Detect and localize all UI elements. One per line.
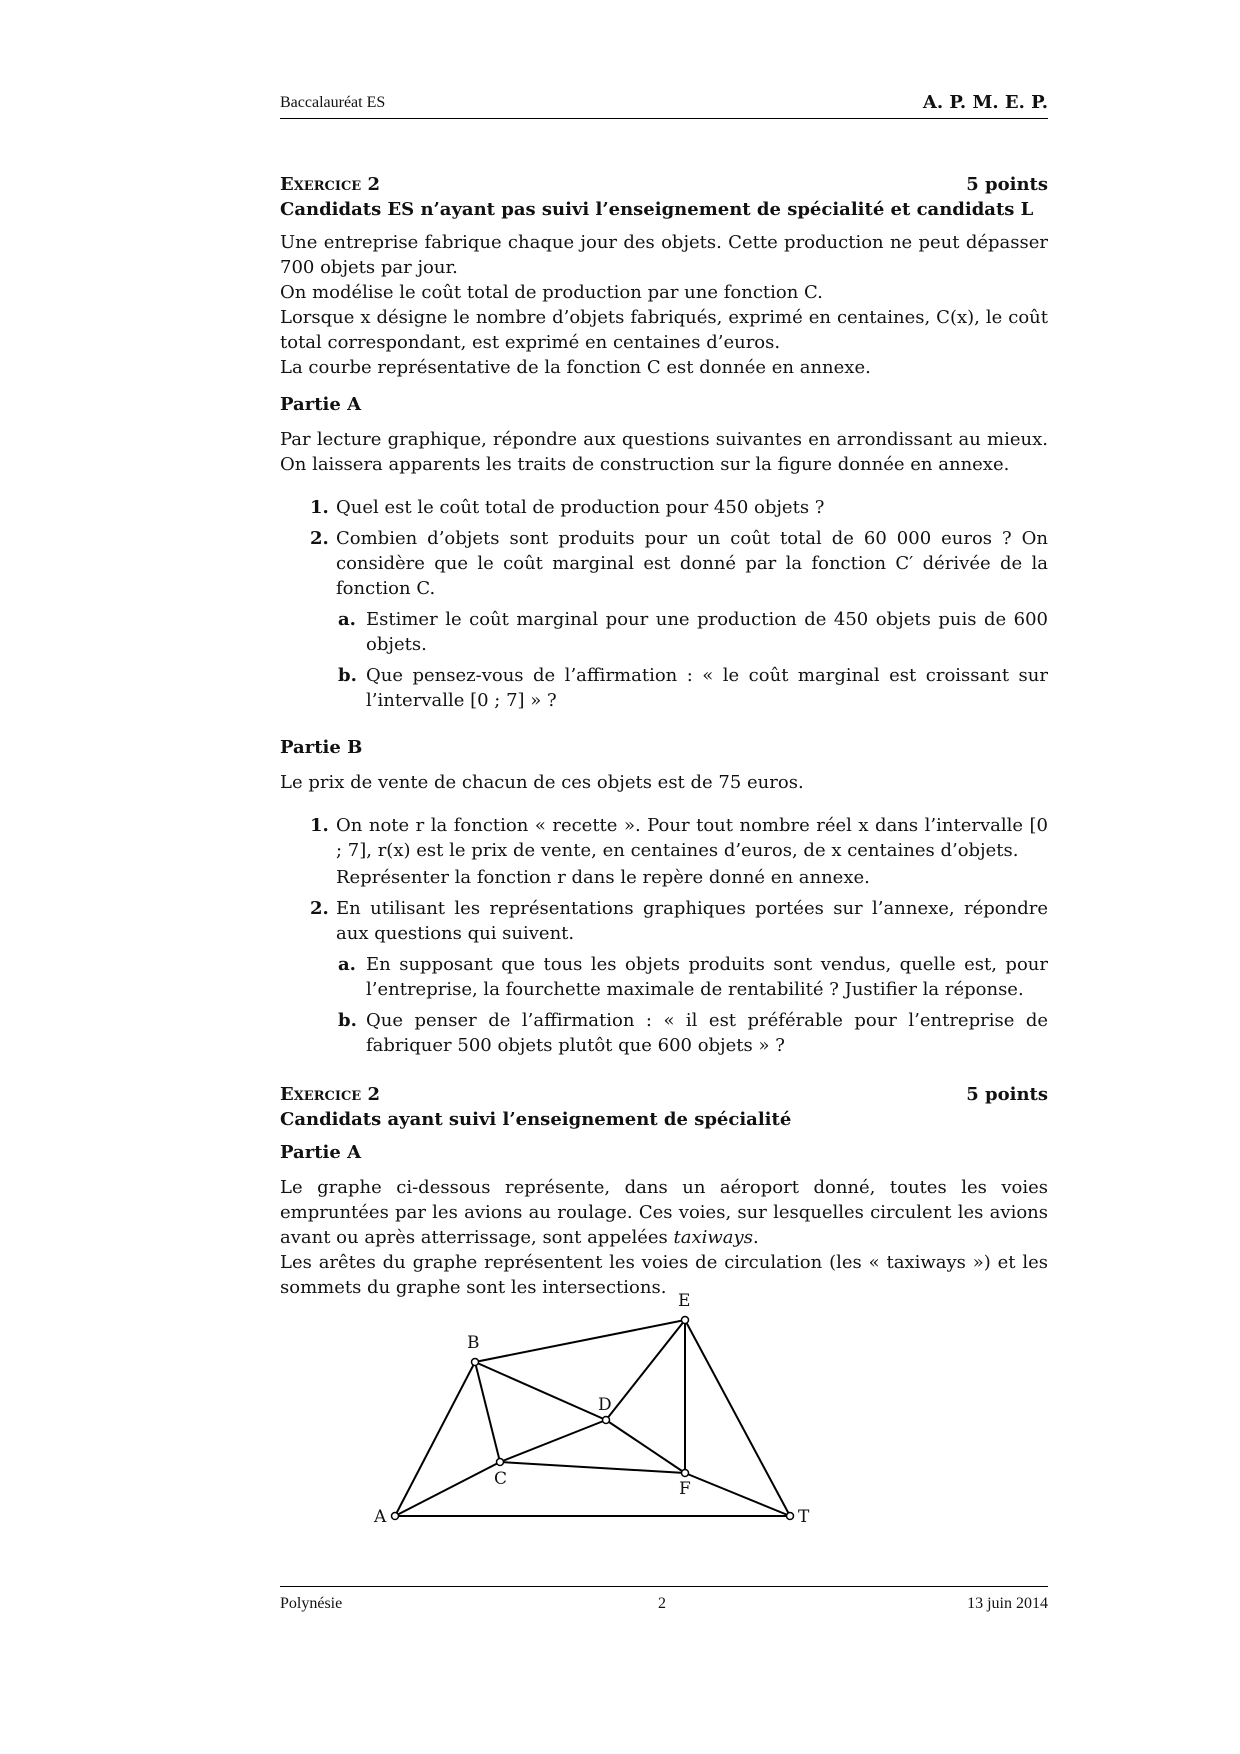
header-right: A. P. M. E. P. bbox=[922, 92, 1048, 113]
q-number: 1. bbox=[310, 815, 329, 836]
edge-A-B bbox=[395, 1362, 475, 1516]
partA-title: Partie A bbox=[280, 394, 362, 415]
partB-questions bbox=[280, 813, 1048, 946]
vertex-C bbox=[497, 1459, 504, 1466]
vertex-E bbox=[682, 1317, 689, 1324]
ex2-partA-p1 bbox=[280, 1175, 1048, 1250]
label-E: E bbox=[678, 1291, 691, 1311]
partA-q1 bbox=[280, 495, 1048, 520]
page-body bbox=[280, 172, 1048, 1300]
exercise-1-heading bbox=[280, 172, 1048, 197]
partB-intro: Le prix de vente de chacun de ces objets est de 75 euros. bbox=[280, 772, 804, 793]
edge-C-F bbox=[500, 1462, 685, 1473]
q-number: 1. bbox=[310, 497, 329, 518]
label-D: D bbox=[598, 1395, 612, 1415]
edge-E-T bbox=[685, 1320, 790, 1516]
q-text: En utilisant les représentations graphiques portées sur l’annexe, répondre aux questions qui suivent. bbox=[336, 898, 1048, 944]
ex1-intro-4: La courbe représentative de la fonction C est donnée en annexe. bbox=[280, 357, 871, 378]
ex1-intro-2: On modélise le coût total de production par une fonction C. bbox=[280, 282, 823, 303]
ex2-partA-p2: Les arêtes du graphe représentent les voies de circulation (les « taxiways ») et les sommets du graphe sont les intersections. bbox=[280, 1252, 1048, 1298]
ex1-intro-1: Une entreprise fabrique chaque jour des objets. Cette production ne peut dépasser 700 objets par jour. bbox=[280, 232, 1048, 278]
ex2-p1-text: Le graphe ci-dessous représente, dans un aéroport donné, toutes les voies empruntées par les avions au roulage. Ces voies, sur lesquelles circulent les avions avant ou après atterrissage, sont appelées bbox=[280, 1177, 1048, 1248]
edge-C-D bbox=[500, 1420, 606, 1462]
vertex-T bbox=[787, 1513, 794, 1520]
footer-left: Polynésie bbox=[280, 1595, 343, 1612]
partB-q1 bbox=[280, 813, 1048, 890]
partB-title: Partie B bbox=[280, 737, 363, 758]
q-number: 2. bbox=[310, 528, 329, 549]
partA-q2 bbox=[280, 526, 1048, 601]
exercise-2-points: 5 points bbox=[966, 1084, 1048, 1105]
page-header bbox=[280, 94, 1048, 119]
edge-D-F bbox=[606, 1420, 685, 1473]
ex2-partA-title: Partie A bbox=[280, 1142, 362, 1163]
ex1-intro-3: Lorsque x désigne le nombre d’objets fabriqués, exprimé en centaines, C(x), le coût total correspondant, est exprimé en centaines d’euros. bbox=[280, 307, 1048, 353]
partB-q2b bbox=[280, 1008, 1048, 1058]
page-number: 2 bbox=[658, 1595, 666, 1612]
vertex-B bbox=[472, 1359, 479, 1366]
exercise-2-subtitle: Candidats ayant suivi l’enseignement de spécialité bbox=[280, 1109, 792, 1130]
q-text: Combien d’objets sont produits pour un coût total de 60 000 euros ? On considère que le coût marginal est donné par la fonction C′ dérivée de la fonction C. bbox=[336, 528, 1048, 599]
edge-A-C bbox=[395, 1462, 500, 1516]
q-number: b. bbox=[338, 1010, 357, 1031]
ex2-p1-term: taxiways bbox=[673, 1227, 753, 1248]
exercise-1-points: 5 points bbox=[966, 174, 1048, 195]
partB-q2a bbox=[280, 952, 1048, 1002]
edge-B-D bbox=[475, 1362, 606, 1420]
q-text: Que pensez-vous de l’affirmation : « le coût marginal est croissant sur l’intervalle [0 ; 7] » ? bbox=[366, 665, 1048, 711]
partA-q2b bbox=[280, 663, 1048, 713]
edge-F-T bbox=[685, 1473, 790, 1516]
q-text: Estimer le coût marginal pour une production de 450 objets puis de 600 objets. bbox=[366, 609, 1048, 655]
label-C: C bbox=[494, 1469, 508, 1489]
q-text-2: Représenter la fonction r dans le repère donné en annexe. bbox=[336, 867, 870, 888]
footer-right: 13 juin 2014 bbox=[967, 1595, 1048, 1612]
exercise-2-heading bbox=[280, 1082, 1048, 1107]
taxiway-graph bbox=[374, 1268, 920, 1538]
partA-q2a bbox=[280, 607, 1048, 657]
vertex-A bbox=[392, 1513, 399, 1520]
exercise-2-title: Exercice 2 bbox=[280, 1084, 380, 1105]
label-A: A bbox=[374, 1507, 387, 1527]
label-F: F bbox=[679, 1479, 691, 1499]
edge-D-E bbox=[606, 1320, 685, 1420]
edge-B-C bbox=[475, 1362, 500, 1462]
q-text: Quel est le coût total de production pour 450 objets ? bbox=[336, 497, 825, 518]
q-text: On note r la fonction « recette ». Pour tout nombre réel x dans l’intervalle [0 ; 7], r(x) est le prix de vente, en centaines d’euros, de x centaines d’objets. bbox=[336, 815, 1048, 861]
header-left: Baccalauréat ES bbox=[280, 94, 386, 111]
vertex-F bbox=[682, 1470, 689, 1477]
ex2-p1-end: . bbox=[752, 1227, 759, 1248]
q-text: En supposant que tous les objets produits sont vendus, quelle est, pour l’entreprise, la fourchette maximale de rentabilité ? Justifier la réponse. bbox=[366, 954, 1048, 1000]
q-number: 2. bbox=[310, 898, 329, 919]
page-footer bbox=[280, 1586, 1048, 1612]
q-number: a. bbox=[338, 609, 356, 630]
partB-q2 bbox=[280, 896, 1048, 946]
exercise-1-title: Exercice 2 bbox=[280, 174, 380, 195]
label-B: B bbox=[467, 1333, 480, 1353]
edge-B-E bbox=[475, 1320, 685, 1362]
label-T: T bbox=[798, 1507, 810, 1527]
q-number: b. bbox=[338, 665, 357, 686]
vertex-D bbox=[603, 1417, 610, 1424]
exercise-1-subtitle: Candidats ES n’ayant pas suivi l’enseignement de spécialité et candidats L bbox=[280, 199, 1034, 220]
partA-intro: Par lecture graphique, répondre aux questions suivantes en arrondissant au mieux. On laissera apparents les traits de construction sur la figure donnée en annexe. bbox=[280, 429, 1048, 475]
q-number: a. bbox=[338, 954, 356, 975]
partA-questions bbox=[280, 495, 1048, 601]
q-text: Que penser de l’affirmation : « il est préférable pour l’entreprise de fabriquer 500 objets plutôt que 600 objets » ? bbox=[366, 1010, 1048, 1056]
